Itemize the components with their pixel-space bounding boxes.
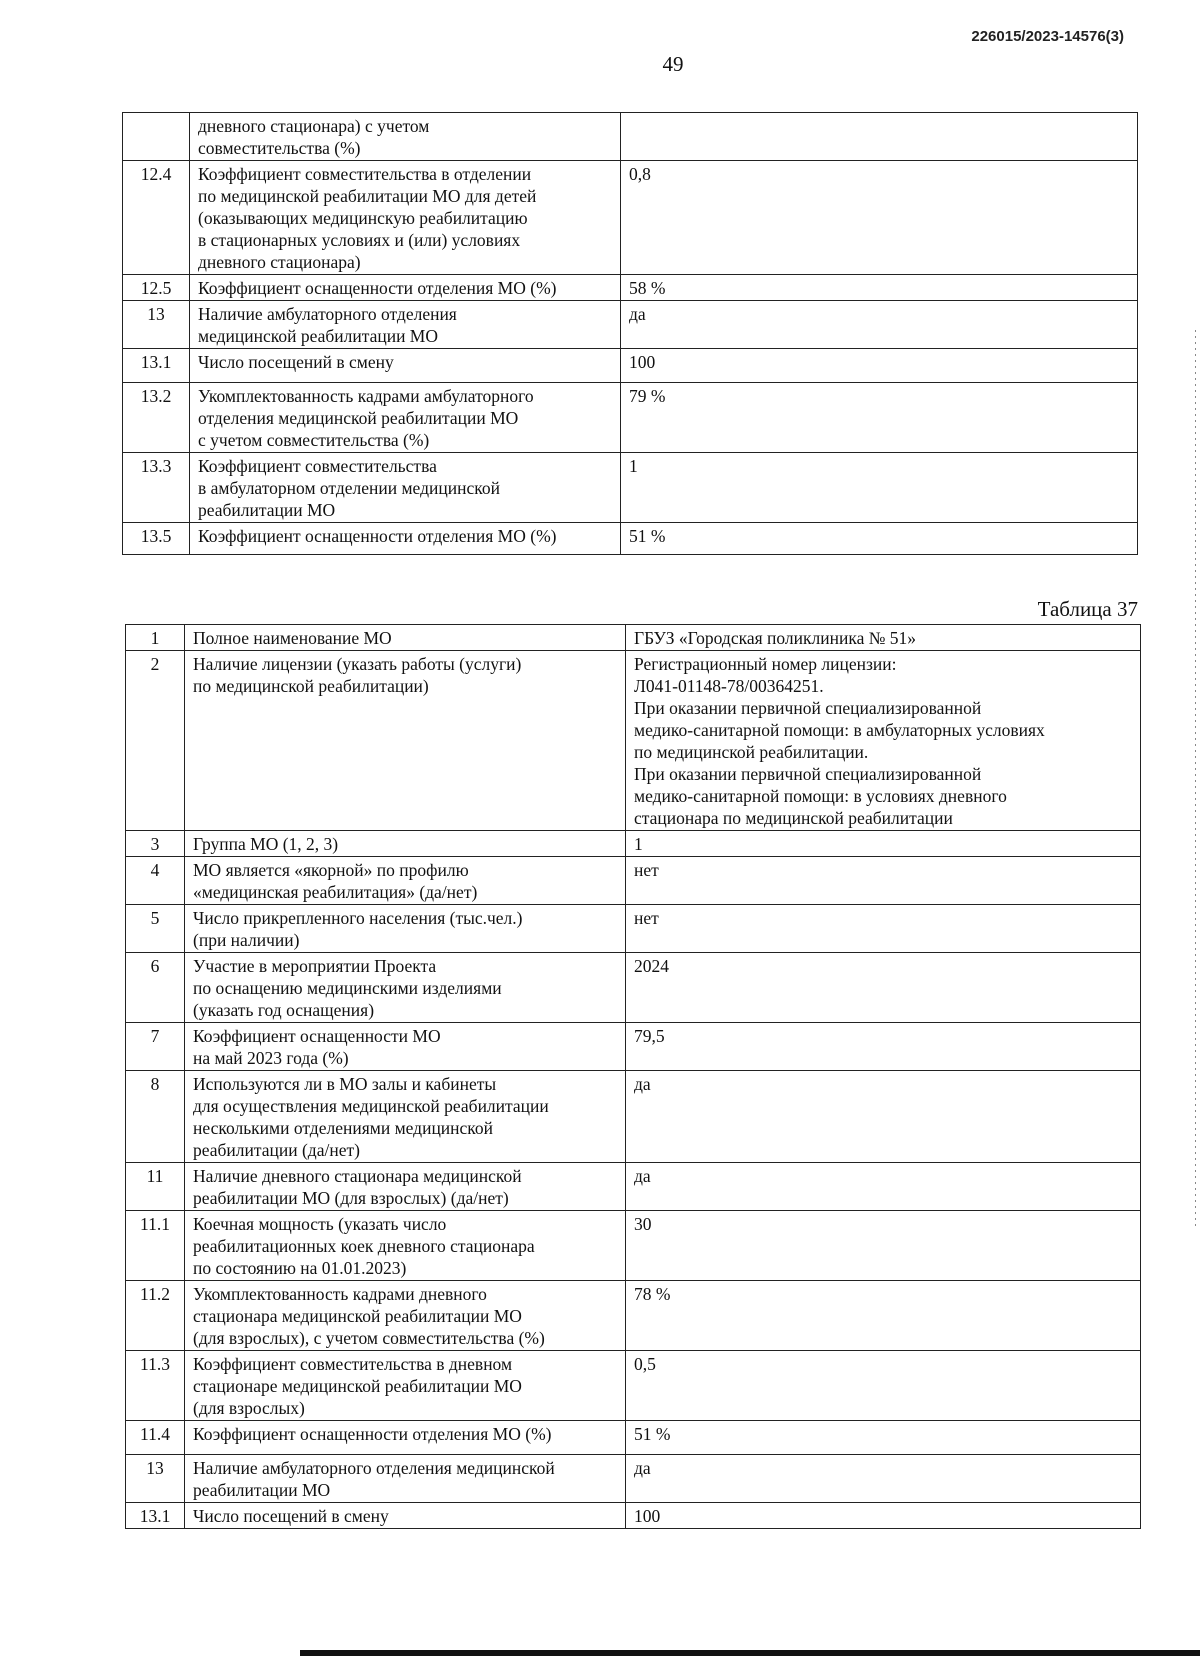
row-description: МО является «якорной» по профилю «медицинская реабилитация» (да/нет) bbox=[185, 857, 626, 905]
row-value: 100 bbox=[621, 349, 1138, 383]
row-number: 6 bbox=[126, 953, 185, 1023]
table-row bbox=[126, 651, 1141, 831]
row-description: Коэффициент оснащенности отделения МО (%) bbox=[185, 1421, 626, 1455]
row-description: Полное наименование МО bbox=[185, 625, 626, 651]
row-number: 1 bbox=[126, 625, 185, 651]
table-row bbox=[123, 301, 1138, 349]
row-value: да bbox=[626, 1071, 1141, 1163]
row-number: 7 bbox=[126, 1023, 185, 1071]
row-value: 30 bbox=[626, 1211, 1141, 1281]
row-number: 13.2 bbox=[123, 383, 190, 453]
row-description: Группа МО (1, 2, 3) bbox=[185, 831, 626, 857]
row-value: 79 % bbox=[621, 383, 1138, 453]
table-row bbox=[126, 1351, 1141, 1421]
table-row bbox=[126, 1455, 1141, 1503]
row-description: Используются ли в МО залы и кабинеты для осуществления медицинской реабилитации несколькими отделениями медицинской реабилитации (да/нет) bbox=[185, 1071, 626, 1163]
row-description: дневного стационара) с учетом совместительства (%) bbox=[190, 113, 621, 161]
row-number: 13.1 bbox=[126, 1503, 185, 1529]
row-description: Число прикрепленного населения (тыс.чел.) (при наличии) bbox=[185, 905, 626, 953]
scan-edge-line bbox=[300, 1650, 1200, 1656]
row-number: 13 bbox=[126, 1455, 185, 1503]
table-row bbox=[126, 831, 1141, 857]
table-row bbox=[126, 1421, 1141, 1455]
row-number: 3 bbox=[126, 831, 185, 857]
row-description: Число посещений в смену bbox=[185, 1503, 626, 1529]
row-description: Коечная мощность (указать число реабилитационных коек дневного стационара по состоянию на 01.01.2023) bbox=[185, 1211, 626, 1281]
row-number: 2 bbox=[126, 651, 185, 831]
row-description: Наличие дневного стационара медицинской реабилитации МО (для взрослых) (да/нет) bbox=[185, 1163, 626, 1211]
table-37-body bbox=[126, 625, 1141, 1529]
table-row bbox=[123, 453, 1138, 523]
table-row bbox=[126, 1281, 1141, 1351]
page-number: 49 bbox=[662, 52, 684, 76]
table-row bbox=[126, 1023, 1141, 1071]
row-number: 11.2 bbox=[126, 1281, 185, 1351]
row-value: 78 % bbox=[626, 1281, 1141, 1351]
row-value: 2024 bbox=[626, 953, 1141, 1023]
row-value: 1 bbox=[621, 453, 1138, 523]
table-row bbox=[126, 905, 1141, 953]
row-number: 13.5 bbox=[123, 523, 190, 555]
row-value: да bbox=[626, 1163, 1141, 1211]
row-value: 51 % bbox=[621, 523, 1138, 555]
table-row bbox=[123, 523, 1138, 555]
table-37 bbox=[125, 624, 1141, 1529]
row-number: 12.4 bbox=[123, 161, 190, 275]
row-number: 5 bbox=[126, 905, 185, 953]
row-value: 0,8 bbox=[621, 161, 1138, 275]
row-value: нет bbox=[626, 905, 1141, 953]
row-value: 79,5 bbox=[626, 1023, 1141, 1071]
table-row bbox=[126, 1211, 1141, 1281]
table-row bbox=[123, 383, 1138, 453]
row-value: 0,5 bbox=[626, 1351, 1141, 1421]
row-value: да bbox=[626, 1455, 1141, 1503]
row-description: Коэффициент оснащенности отделения МО (%) bbox=[190, 523, 621, 555]
row-number: 11.1 bbox=[126, 1211, 185, 1281]
row-value: 51 % bbox=[626, 1421, 1141, 1455]
row-value: 1 bbox=[626, 831, 1141, 857]
row-description: Участие в мероприятии Проекта по оснащению медицинскими изделиями (указать год оснащения) bbox=[185, 953, 626, 1023]
row-number: 11.3 bbox=[126, 1351, 185, 1421]
table-caption: Таблица 37 bbox=[1037, 597, 1138, 621]
row-description: Укомплектованность кадрами дневного стационара медицинской реабилитации МО (для взрослых), с учетом совместительства (%) bbox=[185, 1281, 626, 1351]
row-number: 8 bbox=[126, 1071, 185, 1163]
table-row bbox=[126, 953, 1141, 1023]
table-row bbox=[126, 1163, 1141, 1211]
table-row bbox=[126, 1503, 1141, 1529]
row-number: 4 bbox=[126, 857, 185, 905]
continued-table bbox=[122, 112, 1138, 555]
row-number: 12.5 bbox=[123, 275, 190, 301]
table-row bbox=[123, 161, 1138, 275]
row-description: Коэффициент оснащенности отделения МО (%) bbox=[190, 275, 621, 301]
row-number bbox=[123, 113, 190, 161]
row-number: 11.4 bbox=[126, 1421, 185, 1455]
row-description: Число посещений в смену bbox=[190, 349, 621, 383]
row-description: Наличие амбулаторного отделения медицинской реабилитации МО bbox=[190, 301, 621, 349]
row-number: 13.1 bbox=[123, 349, 190, 383]
document-registration-number: 226015/2023-14576(3) bbox=[971, 28, 1124, 45]
table-row bbox=[123, 349, 1138, 383]
table-row bbox=[123, 275, 1138, 301]
row-value: 100 bbox=[626, 1503, 1141, 1529]
row-value: Регистрационный номер лицензии: Л041-01148-78/00364251. При оказании первичной специализированной медико-санитарной помощи: в амбулаторных условиях по медицинской реабилитации. При оказании первичной специализированной медико-санитарной помощи: в условиях дневного стационара по медицинской реабилитации bbox=[626, 651, 1141, 831]
row-value: ГБУЗ «Городская поликлиника № 51» bbox=[626, 625, 1141, 651]
row-description: Наличие лицензии (указать работы (услуги) по медицинской реабилитации) bbox=[185, 651, 626, 831]
table-row bbox=[126, 857, 1141, 905]
row-description: Коэффициент совместительства в дневном стационаре медицинской реабилитации МО (для взрослых) bbox=[185, 1351, 626, 1421]
row-description: Укомплектованность кадрами амбулаторного отделения медицинской реабилитации МО с учетом совместительства (%) bbox=[190, 383, 621, 453]
row-number: 13 bbox=[123, 301, 190, 349]
row-description: Коэффициент оснащенности МО на май 2023 года (%) bbox=[185, 1023, 626, 1071]
row-number: 11 bbox=[126, 1163, 185, 1211]
row-description: Коэффициент совместительства в отделении по медицинской реабилитации МО для детей (оказывающих медицинскую реабилитацию в стационарных условиях и (или) условиях дневного стационара) bbox=[190, 161, 621, 275]
row-description: Коэффициент совместительства в амбулаторном отделении медицинской реабилитации МО bbox=[190, 453, 621, 523]
row-number: 13.3 bbox=[123, 453, 190, 523]
table-row bbox=[126, 1071, 1141, 1163]
row-value: нет bbox=[626, 857, 1141, 905]
continued-table-body bbox=[123, 113, 1138, 555]
row-value: 58 % bbox=[621, 275, 1138, 301]
row-description: Наличие амбулаторного отделения медицинской реабилитации МО bbox=[185, 1455, 626, 1503]
table-row bbox=[123, 113, 1138, 161]
row-value bbox=[621, 113, 1138, 161]
scan-margin-marks bbox=[1195, 330, 1196, 1230]
table-row bbox=[126, 625, 1141, 651]
row-value: да bbox=[621, 301, 1138, 349]
